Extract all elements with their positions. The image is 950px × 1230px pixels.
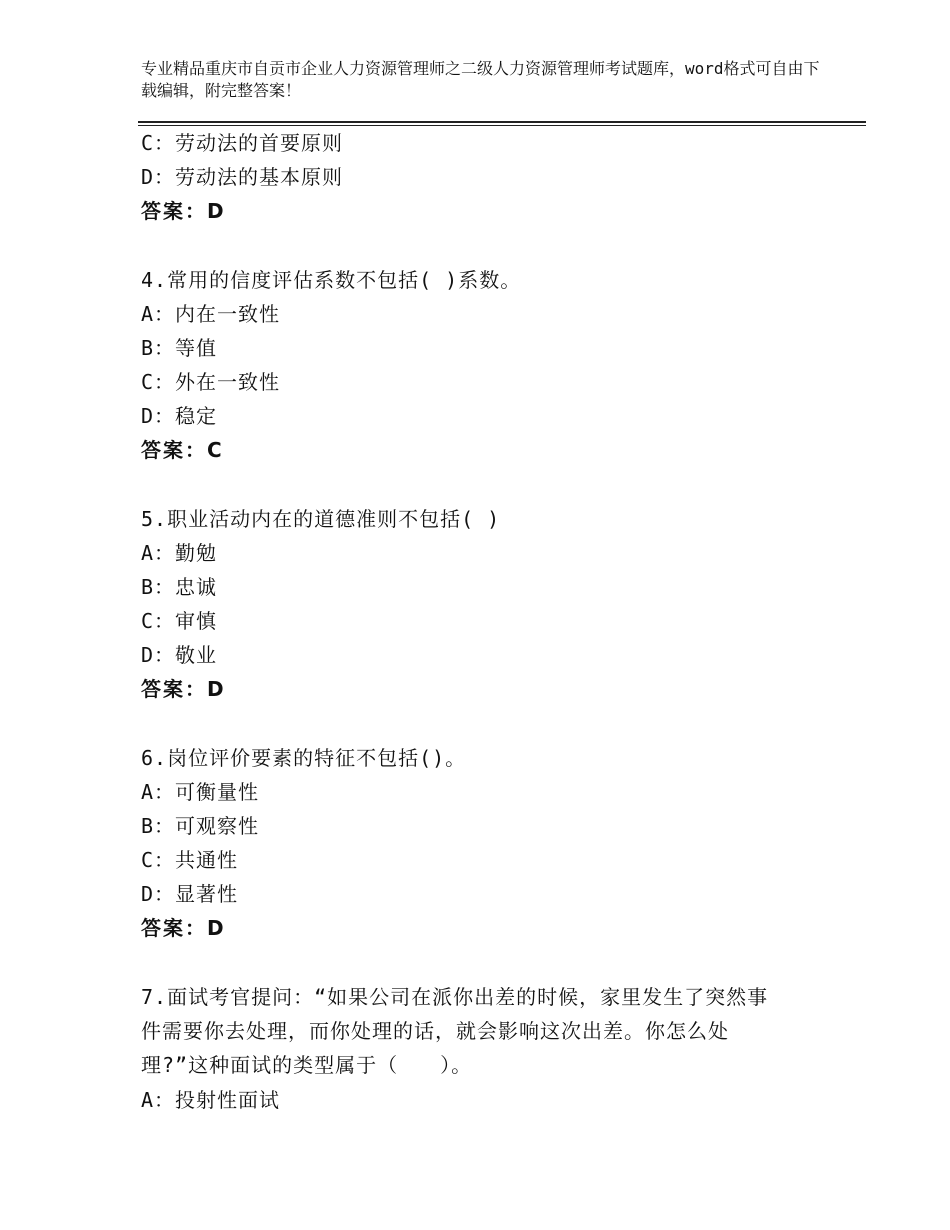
document-header: 专业精品重庆市自贡市企业人力资源管理师之二级人力资源管理师考试题库，word格式可自由下载编辑，附完整答案！: [141, 59, 820, 100]
q6-option-a: A：可衡量性: [141, 780, 260, 804]
q4-option-d: D：稳定: [141, 404, 218, 428]
q5-option-c: C：审慎: [141, 609, 218, 633]
q4-option-a: A：内在一致性: [141, 302, 281, 326]
q6-option-d: D：显著性: [141, 882, 239, 906]
q4-answer: 答案：C: [141, 438, 224, 462]
q7-question-line-3: 理?”这种面试的类型属于（ ）。: [141, 1053, 473, 1077]
q6-option-b: B：可观察性: [141, 814, 260, 838]
q4-option-c: C：外在一致性: [141, 370, 281, 394]
q4-option-b: B：等值: [141, 336, 218, 360]
q3-answer: 答案：D: [141, 199, 226, 223]
q4-question: 4.常用的信度评估系数不包括( )系数。: [141, 268, 522, 292]
header-rule-thick: [138, 121, 866, 123]
q5-question: 5.职业活动内在的道德准则不包括( ): [141, 507, 501, 531]
q6-question: 6.岗位评价要素的特征不包括()。: [141, 746, 467, 770]
q6-answer: 答案：D: [141, 916, 226, 940]
q5-option-b: B：忠诚: [141, 575, 218, 599]
header-rule-thin: [138, 125, 866, 126]
q5-option-a: A：勤勉: [141, 541, 218, 565]
q3-option-c: C：劳动法的首要原则: [141, 131, 344, 155]
q7-option-a: A：投射性面试: [141, 1088, 281, 1112]
q7-question-line-1: 7.面试考官提问：“如果公司在派你出差的时候，家里发生了突然事: [141, 985, 769, 1009]
q5-option-d: D：敬业: [141, 643, 218, 667]
q7-question-line-2: 件需要你去处理，而你处理的话，就会影响这次出差。你怎么处: [141, 1019, 729, 1043]
q5-answer: 答案：D: [141, 677, 226, 701]
q3-option-d: D：劳动法的基本原则: [141, 165, 344, 189]
q6-option-c: C：共通性: [141, 848, 239, 872]
